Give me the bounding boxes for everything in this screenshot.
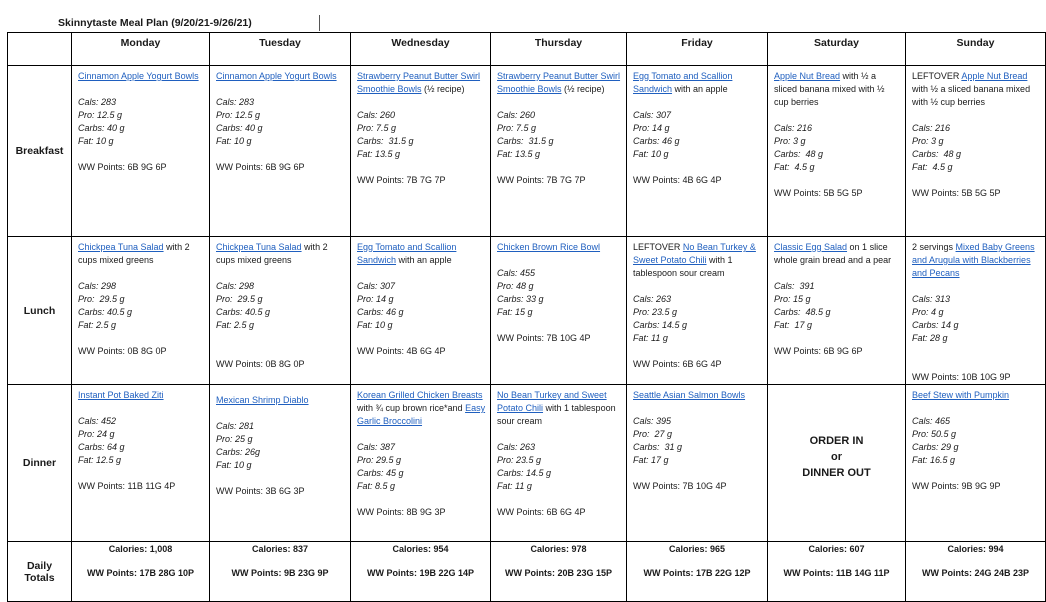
- total-ww-points: WW Points: 11B 14G 11P: [783, 568, 890, 578]
- lunch-cell-friday: [627, 237, 768, 385]
- nutrition-info: [497, 267, 622, 319]
- nutrition-info: [357, 441, 486, 493]
- lunch-cell-saturday: [768, 237, 906, 385]
- nutrition-info: [78, 415, 205, 467]
- nutrition-fat: Fat: 10 g: [78, 136, 114, 146]
- nutrition-fat: Fat: 10 g: [633, 149, 669, 159]
- meal-description: [78, 70, 205, 83]
- recipe-link[interactable]: Easy Garlic Broccolini: [357, 403, 486, 426]
- nutrition-carbs: Carbs: 31.5 g: [497, 136, 554, 146]
- nutrition-info: [912, 415, 1041, 467]
- page-title: Skinnytaste Meal Plan (9/20/21-9/26/21): [58, 17, 252, 29]
- nutrition-info: [774, 122, 901, 174]
- ww-points: WW Points: 3B 6G 3P: [216, 486, 305, 496]
- lunch-row: [8, 237, 1046, 385]
- nutrition-carbs: Carbs: 48 g: [912, 149, 962, 159]
- day-header-sunday: Sunday: [906, 33, 1046, 66]
- meal-content: [210, 66, 350, 174]
- nutrition-fat: Fat: 28 g: [912, 333, 948, 343]
- ww-points: WW Points: 5B 5G 5P: [912, 188, 1001, 198]
- nutrition-carbs: Carbs: 40.5 g: [216, 307, 271, 317]
- meal-note: (½ recipe): [561, 84, 605, 94]
- nutrition-cals: Cals: 387: [357, 442, 396, 452]
- nutrition-pro: Pro: 23.5 g: [633, 307, 678, 317]
- nutrition-pro: Pro: 48 g: [497, 281, 534, 291]
- nutrition-cals: Cals: 298: [78, 281, 117, 291]
- nutrition-cals: Cals: 452: [78, 416, 117, 426]
- nutrition-info: [497, 109, 622, 161]
- nutrition-pro: Pro: 14 g: [357, 294, 394, 304]
- ww-points: WW Points: 4B 6G 4P: [357, 346, 446, 356]
- recipe-link[interactable]: Apple Nut Bread: [774, 71, 841, 81]
- nutrition-carbs: Carbs: 45 g: [357, 468, 404, 478]
- nutrition-fat: Fat: 11 g: [633, 333, 668, 343]
- meal-description: [497, 241, 622, 254]
- nutrition-pro: Pro: 29.5 g: [216, 294, 263, 304]
- total-ww-points: WW Points: 24G 24B 23P: [921, 568, 1030, 578]
- recipe-link[interactable]: Seattle Asian Salmon Bowls: [633, 390, 746, 400]
- meal-content: [72, 66, 209, 174]
- nutrition-carbs: Carbs: 40 g: [78, 123, 125, 133]
- nutrition-cals: Cals: 307: [633, 110, 672, 120]
- dinner-cell-saturday: [768, 385, 906, 542]
- meal-content: [906, 66, 1045, 200]
- total-ww-points: WW Points: 17B 22G 12P: [643, 568, 751, 578]
- nutrition-pro: Pro: 50.5 g: [912, 429, 957, 439]
- nutrition-cals: Cals: 395: [633, 416, 672, 426]
- daily-total-wednesday: [351, 542, 491, 602]
- meal-content: [906, 385, 1045, 493]
- nutrition-carbs: Carbs: 48.5 g: [774, 307, 831, 317]
- dinner-row: [8, 385, 1046, 542]
- meal-description: [497, 70, 622, 96]
- nutrition-pro: Pro: 25 g: [216, 434, 253, 444]
- meal-description: [78, 241, 205, 267]
- breakfast-row: [8, 66, 1046, 237]
- day-header-thursday: Thursday: [491, 33, 627, 66]
- nutrition-cals: Cals: 263: [633, 294, 672, 304]
- row-label-dinner: Dinner: [8, 385, 72, 542]
- ww-points: WW Points: 6B 9G 6P: [216, 162, 305, 172]
- nutrition-carbs: Carbs: 46 g: [357, 307, 404, 317]
- meal-note: with 2 cups mixed greens: [216, 242, 328, 265]
- row-label-daily: Daily: [26, 559, 53, 572]
- meal-content: [210, 385, 350, 498]
- ww-points: WW Points: 11B 11G 4P: [78, 481, 176, 491]
- nutrition-carbs: Carbs: 40 g: [216, 123, 263, 133]
- nutrition-info: [216, 280, 346, 332]
- meal-description: [774, 241, 901, 267]
- meal-content: [72, 385, 209, 493]
- meal-note: with an apple: [672, 84, 728, 94]
- nutrition-cals: Cals: 391: [774, 281, 815, 291]
- meal-note: with 1 tablespoon sour cream: [497, 403, 616, 426]
- meal-note: (½ recipe): [421, 84, 465, 94]
- recipe-link[interactable]: Chickpea Tuna Salad: [78, 242, 164, 252]
- meal-description: [357, 70, 486, 96]
- dinner-cell-tuesday: [210, 385, 351, 542]
- total-calories: Calories: 607: [808, 544, 865, 554]
- total-calories: Calories: 965: [668, 544, 726, 554]
- lunch-cell-wednesday: [351, 237, 491, 385]
- nutrition-pro: Pro: 12.5 g: [216, 110, 261, 120]
- daily-total-friday: [627, 542, 768, 602]
- dinner-cell-thursday: [491, 385, 627, 542]
- ww-points: WW Points: 6B 9G 6P: [78, 162, 167, 172]
- ww-points: WW Points: 7B 10G 4P: [633, 481, 727, 491]
- nutrition-carbs: Carbs: 64 g: [78, 442, 125, 452]
- nutrition-info: [912, 122, 1041, 174]
- recipe-link[interactable]: Apple Nut Bread: [961, 71, 1028, 81]
- breakfast-cell-monday: [72, 66, 210, 237]
- daily-total-sunday: [906, 542, 1046, 602]
- total-calories: Calories: 954: [392, 544, 449, 554]
- meal-content: [210, 237, 350, 371]
- meal-content: [491, 385, 626, 519]
- meal-description: [912, 389, 1041, 402]
- nutrition-fat: Fat: 11 g: [497, 481, 532, 491]
- nutrition-fat: Fat: 13.5 g: [497, 149, 541, 159]
- meal-description: [497, 389, 622, 428]
- meal-content: [906, 237, 1045, 384]
- nutrition-fat: Fat: 10 g: [216, 136, 252, 146]
- nutrition-fat: Fat: 2.5 g: [78, 320, 117, 330]
- breakfast-cell-friday: [627, 66, 768, 237]
- nutrition-fat: Fat: 15 g: [497, 307, 533, 317]
- nutrition-info: [633, 415, 763, 467]
- nutrition-carbs: Carbs: 46 g: [633, 136, 680, 146]
- recipe-link[interactable]: Korean Grilled Chicken Breasts: [357, 390, 483, 400]
- meal-content: [768, 237, 905, 358]
- recipe-link[interactable]: No Bean Turkey & Sweet Potato Chili: [633, 242, 756, 265]
- nutrition-info: [357, 280, 486, 332]
- ww-points: WW Points: 5B 5G 5P: [774, 188, 863, 198]
- recipe-link[interactable]: Egg Tomato and Scallion Sandwich: [357, 242, 457, 265]
- recipe-link[interactable]: Egg Tomato and Scallion Sandwich: [633, 71, 733, 94]
- totals-row: [8, 542, 1046, 602]
- meal-note: on 1 slice whole grain bread and a pear: [774, 242, 892, 265]
- meal-description: [912, 241, 1041, 280]
- meal-content: [351, 385, 490, 519]
- lunch-cell-sunday: [906, 237, 1046, 385]
- nutrition-carbs: Carbs: 14 g: [912, 320, 959, 330]
- row-label-lunch: Lunch: [8, 237, 72, 385]
- nutrition-pro: Pro: 24 g: [78, 429, 115, 439]
- daily-total-saturday: [768, 542, 906, 602]
- meal-note: 2 servings: [912, 242, 956, 252]
- nutrition-fat: Fat: 4.5 g: [912, 162, 953, 172]
- row-label-totals: Totals: [24, 571, 55, 584]
- meal-description: [216, 394, 346, 407]
- meal-description: [357, 241, 486, 267]
- nutrition-pro: Pro: 4 g: [912, 307, 944, 317]
- recipe-link[interactable]: Mixed Baby Greens and Arugula with Blackberries and Pecans: [912, 242, 1035, 278]
- day-header-tuesday: Tuesday: [210, 33, 351, 66]
- nutrition-cals: Cals: 465: [912, 416, 951, 426]
- meal-note: LEFTOVER: [633, 242, 683, 252]
- meal-content: [491, 237, 626, 345]
- nutrition-pro: Pro: 7.5 g: [497, 123, 537, 133]
- nutrition-pro: Pro: 14 g: [633, 123, 670, 133]
- nutrition-carbs: Carbs: 14.5 g: [633, 320, 688, 330]
- nutrition-info: [633, 109, 763, 161]
- nutrition-info: [497, 441, 622, 493]
- day-header-friday: Friday: [627, 33, 768, 66]
- meal-content: [72, 237, 209, 358]
- order-note-line: DINNER OUT: [802, 467, 871, 479]
- meal-note: with 1 tablespoon sour cream: [633, 255, 733, 278]
- nutrition-info: [216, 96, 346, 148]
- nutrition-carbs: Carbs: 14.5 g: [497, 468, 552, 478]
- nutrition-fat: Fat: 16.5 g: [912, 455, 956, 465]
- nutrition-cals: Cals: 307: [357, 281, 396, 291]
- dinner-cell-friday: [627, 385, 768, 542]
- ww-points: WW Points: 8B 9G 3P: [357, 507, 446, 517]
- nutrition-fat: Fat: 13.5 g: [357, 149, 401, 159]
- meal-plan-table: [7, 32, 1046, 602]
- corner-cell: [8, 33, 72, 66]
- meal-content: [351, 66, 490, 187]
- lunch-cell-monday: [72, 237, 210, 385]
- nutrition-info: [78, 96, 205, 148]
- nutrition-cals: Cals: 216: [912, 123, 951, 133]
- meal-description: [357, 389, 486, 428]
- ww-points: WW Points: 6B 9G 6P: [774, 346, 863, 356]
- breakfast-cell-tuesday: [210, 66, 351, 237]
- nutrition-pro: Pro: 15 g: [774, 294, 811, 304]
- ww-points: WW Points: 6B 6G 4P: [633, 359, 722, 369]
- total-ww-points: WW Points: 9B 23G 9P: [231, 568, 329, 578]
- nutrition-cals: Cals: 260: [357, 110, 396, 120]
- nutrition-info: [912, 293, 1041, 345]
- total-calories: Calories: 994: [947, 544, 1004, 554]
- order-note-line: or: [831, 451, 842, 463]
- nutrition-cals: Cals: 298: [216, 281, 255, 291]
- row-label-daily-totals: [8, 542, 72, 602]
- meal-note: with 2 cups mixed greens: [78, 242, 190, 265]
- nutrition-pro: Pro: 12.5 g: [78, 110, 123, 120]
- daily-total-tuesday: [210, 542, 351, 602]
- total-calories: Calories: 978: [530, 544, 587, 554]
- nutrition-info: [633, 293, 763, 345]
- nutrition-fat: Fat: 17 g: [774, 320, 813, 330]
- total-calories: Calories: 837: [251, 544, 309, 554]
- order-in-note: [768, 385, 905, 481]
- meal-content: [768, 66, 905, 200]
- ww-points: WW Points: 0B 8G 0P: [78, 346, 167, 356]
- recipe-link[interactable]: Strawberry Peanut Butter Swirl Smoothie Bowls: [357, 71, 481, 94]
- row-label-breakfast: Breakfast: [8, 66, 72, 237]
- daily-total-monday: [72, 542, 210, 602]
- ww-points: WW Points: 0B 8G 0P: [216, 359, 305, 369]
- ww-points: WW Points: 4B 6G 4P: [633, 175, 722, 185]
- nutrition-carbs: Carbs: 33 g: [497, 294, 544, 304]
- meal-note: LEFTOVER: [912, 71, 962, 81]
- meal-note: with an apple: [396, 255, 452, 265]
- meal-description: [633, 241, 763, 280]
- meal-content: [627, 66, 767, 187]
- meal-description: [633, 389, 763, 402]
- meal-content: [627, 385, 767, 493]
- nutrition-fat: Fat: 2.5 g: [216, 320, 255, 330]
- nutrition-pro: Pro: 7.5 g: [357, 123, 397, 133]
- recipe-link[interactable]: Instant Pot Baked Ziti: [78, 390, 164, 400]
- meal-note: with ¾ cup brown rice*and: [357, 403, 466, 413]
- meal-note: with ½ a sliced banana mixed with ½ cup berries: [912, 84, 1031, 107]
- ww-points: WW Points: 7B 10G 4P: [497, 333, 591, 343]
- dinner-cell-monday: [72, 385, 210, 542]
- nutrition-pro: Pro: 3 g: [912, 136, 944, 146]
- breakfast-cell-sunday: [906, 66, 1046, 237]
- recipe-link[interactable]: Mexican Shrimp Diablo: [216, 395, 309, 405]
- dinner-cell-wednesday: [351, 385, 491, 542]
- meal-description: [912, 70, 1041, 109]
- order-note-line: ORDER IN: [809, 435, 864, 447]
- meal-note: with ½ a sliced banana mixed with ½ cup berries: [774, 71, 885, 107]
- nutrition-fat: Fat: 8.5 g: [357, 481, 396, 491]
- meal-content: [351, 237, 490, 358]
- recipe-link[interactable]: Chickpea Tuna Salad: [216, 242, 302, 252]
- meal-description: [216, 70, 346, 83]
- nutrition-fat: Fat: 10 g: [357, 320, 393, 330]
- nutrition-fat: Fat: 12.5 g: [78, 455, 122, 465]
- nutrition-cals: Cals: 283: [216, 97, 255, 107]
- day-header-wednesday: Wednesday: [351, 33, 491, 66]
- nutrition-pro: Pro: 3 g: [774, 136, 806, 146]
- total-ww-points: WW Points: 20B 23G 15P: [504, 568, 613, 578]
- recipe-link[interactable]: Beef Stew with Pumpkin: [912, 390, 1010, 400]
- nutrition-carbs: Carbs: 31 g: [633, 442, 683, 452]
- nutrition-fat: Fat: 4.5 g: [774, 162, 815, 172]
- lunch-cell-tuesday: [210, 237, 351, 385]
- recipe-link[interactable]: Strawberry Peanut Butter Swirl Smoothie Bowls: [497, 71, 621, 94]
- recipe-link[interactable]: Cinnamon Apple Yogurt Bowls: [216, 71, 337, 81]
- meal-description: [633, 70, 763, 96]
- nutrition-cals: Cals: 283: [78, 97, 117, 107]
- recipe-link[interactable]: Chicken Brown Rice Bowl: [497, 242, 601, 252]
- nutrition-cals: Cals: 455: [497, 268, 536, 278]
- text-cursor: [319, 15, 320, 31]
- nutrition-info: [78, 280, 205, 332]
- nutrition-cals: Cals: 281: [216, 421, 255, 431]
- total-ww-points: WW Points: 17B 28G 10P: [86, 568, 195, 578]
- recipe-link[interactable]: Classic Egg Salad: [774, 242, 848, 252]
- nutrition-carbs: Carbs: 48 g: [774, 149, 824, 159]
- ww-points: WW Points: 10B 10G 9P: [912, 372, 1011, 382]
- nutrition-info: [216, 420, 346, 472]
- nutrition-fat: Fat: 10 g: [216, 460, 252, 470]
- nutrition-info: [357, 109, 486, 161]
- daily-total-thursday: [491, 542, 627, 602]
- breakfast-cell-saturday: [768, 66, 906, 237]
- lunch-cell-thursday: [491, 237, 627, 385]
- nutrition-info: [774, 280, 901, 332]
- breakfast-cell-wednesday: [351, 66, 491, 237]
- ww-points: WW Points: 7B 7G 7P: [357, 175, 446, 185]
- recipe-link[interactable]: No Bean Turkey and Sweet Potato Chili: [497, 390, 607, 413]
- breakfast-cell-thursday: [491, 66, 627, 237]
- nutrition-pro: Pro: 23.5 g: [497, 455, 542, 465]
- meal-content: [491, 66, 626, 187]
- meal-description: [774, 70, 901, 109]
- nutrition-cals: Cals: 313: [912, 294, 951, 304]
- day-header-monday: Monday: [72, 33, 210, 66]
- nutrition-carbs: Carbs: 29 g: [912, 442, 959, 452]
- nutrition-pro: Pro: 29.5 g: [78, 294, 125, 304]
- nutrition-carbs: Carbs: 31.5 g: [357, 136, 414, 146]
- day-header-saturday: Saturday: [768, 33, 906, 66]
- nutrition-pro: Pro: 27 g: [633, 429, 673, 439]
- meal-description: [78, 389, 205, 402]
- ww-points: WW Points: 6B 6G 4P: [497, 507, 586, 517]
- recipe-link[interactable]: Cinnamon Apple Yogurt Bowls: [78, 71, 199, 81]
- meal-content: [627, 237, 767, 371]
- meal-description: [216, 241, 346, 267]
- nutrition-cals: Cals: 216: [774, 123, 813, 133]
- total-calories: Calories: 1,008: [108, 544, 173, 554]
- total-ww-points: WW Points: 19B 22G 14P: [366, 568, 475, 578]
- ww-points: WW Points: 9B 9G 9P: [912, 481, 1001, 491]
- nutrition-carbs: Carbs: 40.5 g: [78, 307, 133, 317]
- nutrition-cals: Cals: 260: [497, 110, 536, 120]
- dinner-cell-sunday: [906, 385, 1046, 542]
- nutrition-cals: Cals: 263: [497, 442, 536, 452]
- nutrition-pro: Pro: 29.5 g: [357, 455, 402, 465]
- nutrition-carbs: Carbs: 26g: [216, 447, 261, 457]
- nutrition-fat: Fat: 17 g: [633, 455, 669, 465]
- ww-points: WW Points: 7B 7G 7P: [497, 175, 586, 185]
- header-row: [8, 33, 1046, 66]
